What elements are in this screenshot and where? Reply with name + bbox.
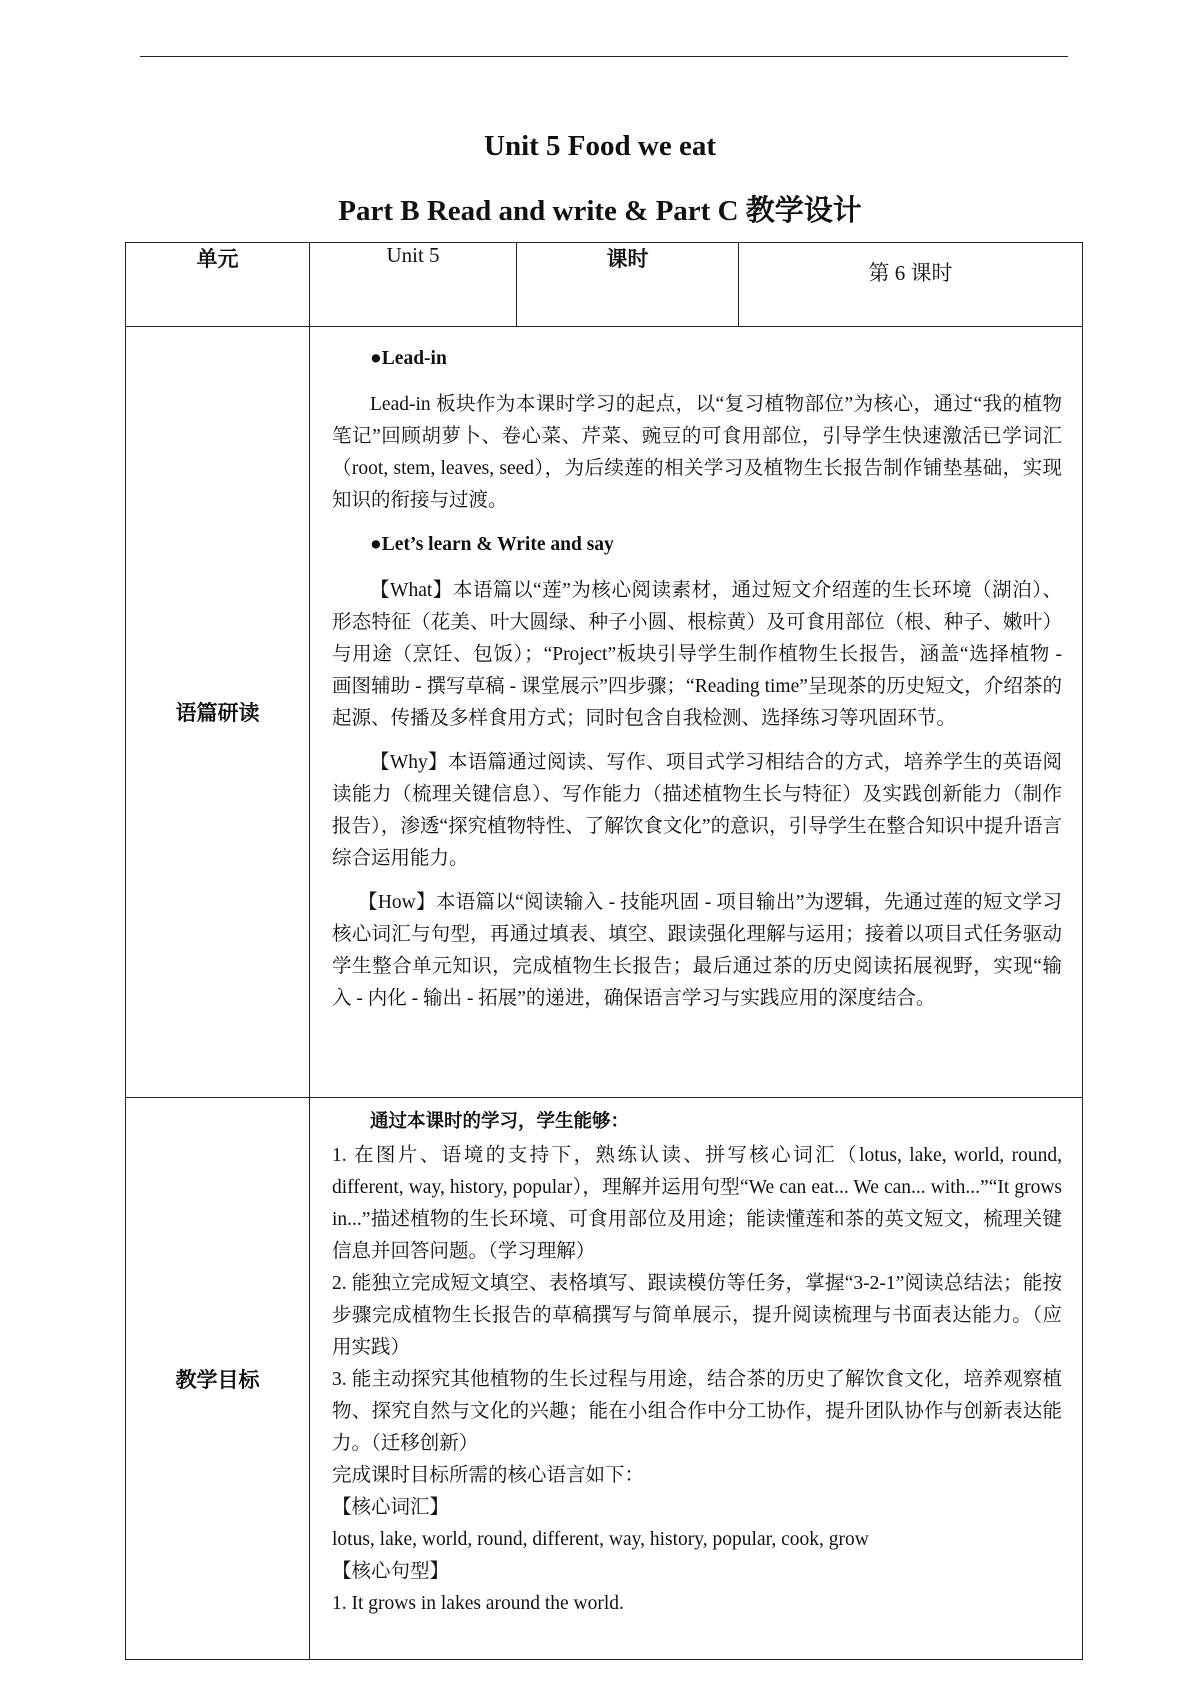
- lesson-plan-table: [125, 242, 1083, 1660]
- objective-item-2: 2. 能独立完成短文填空、表格填写、跟读模仿等任务，掌握“3-2-1”阅读总结法；能按步骤完成植物生长报告的草稿撰写与简单展示，提升阅读梳理与书面表达能力。（应用实践）: [332, 1273, 1062, 1358]
- objectives-label: 教学目标: [126, 1098, 310, 1660]
- document-subtitle: Part B Read and write & Part C 教学设计: [338, 195, 862, 227]
- vocab-list: lotus, lake, world, round, different, way, history, popular, cook, grow: [332, 1529, 869, 1550]
- unit-label: 单元: [126, 243, 310, 327]
- period-value: 第 6 课时: [739, 243, 1083, 327]
- header-row: [126, 243, 1083, 327]
- objective-item-1: 1. 在图片、语境的支持下，熟练认读、拼写核心词汇（lotus, lake, world, round, different, way, history, popular），理解并运用句型“We can eat... We can... with...”“It grows in...”描述植物的生长环境、可食用部位及用途；能读懂莲和茶的英文短文，梳理关键信息并回答问题。（学习理解）: [332, 1145, 1062, 1262]
- what-paragraph: 【What】本语篇以“莲”为核心阅读素材，通过短文介绍莲的生长环境（湖泊）、形态特征（花美、叶大圆绿、种子小圆、根棕黄）及可食用部位（根、种子、嫩叶）与用途（烹饪、包饭）；“Project”板块引导学生制作植物生长报告，涵盖“选择植物 - 画图辅助 - 撰写草稿 - 课堂展示”四步骤；“Reading time”呈现茶的历史短文，介绍茶的起源、传播及多样食用方式；同时包含自我检测、选择练习等巩固环节。: [332, 580, 1062, 729]
- analysis-label: 语篇研读: [126, 327, 310, 1098]
- analysis-content: [310, 327, 1083, 1098]
- leadin-paragraph: Lead-in 板块作为本课时学习的起点，以“复习植物部位”为核心，通过“我的植物笔记”回顾胡萝卜、卷心菜、芹菜、豌豆的可食用部位，引导学生快速激活已学词汇（root, stem, leaves, seed），为后续莲的相关学习及植物生长报告制作铺垫基础，实现知识的衔接与过渡。: [332, 394, 1062, 511]
- analysis-row: [126, 327, 1083, 1098]
- how-paragraph: 【How】本语篇以“阅读输入 - 技能巩固 - 项目输出”为逻辑，先通过莲的短文学习核心词汇与句型，再通过填表、填空、跟读强化理解与运用；接着以项目式任务驱动学生整合单元知识，完成植物生长报告；最后通过茶的历史阅读拓展视野，实现“输入 - 内化 - 输出 - 拓展”的递进，确保语言学习与实践应用的深度结合。: [332, 892, 1062, 1009]
- unit-value: Unit 5: [310, 243, 517, 327]
- learn-heading: ●Let’s learn & Write and say: [370, 534, 614, 555]
- period-label: 课时: [517, 243, 739, 327]
- objectives-intro: 通过本课时的学习，学生能够：: [370, 1111, 630, 1132]
- sentence-heading: 【核心句型】: [332, 1561, 450, 1582]
- vocab-heading: 【核心词汇】: [332, 1497, 450, 1518]
- objectives-content: [310, 1098, 1083, 1660]
- sentence-item-1: 1. It grows in lakes around the world.: [332, 1593, 624, 1614]
- language-intro: 完成课时目标所需的核心语言如下：: [332, 1465, 645, 1486]
- document-title: Unit 5 Food we eat: [484, 130, 716, 162]
- why-paragraph: 【Why】本语篇通过阅读、写作、项目式学习相结合的方式，培养学生的英语阅读能力（梳理关键信息）、写作能力（描述植物生长与特征）及实践创新能力（制作报告），渗透“探究植物特性、了解饮食文化”的意识，引导学生在整合知识中提升语言综合运用能力。: [332, 752, 1062, 869]
- objectives-row: [126, 1098, 1083, 1660]
- objective-item-3: 3. 能主动探究其他植物的生长过程与用途，结合茶的历史了解饮食文化，培养观察植物、探究自然与文化的兴趣；能在小组合作中分工协作，提升团队协作与创新表达能力。（迁移创新）: [332, 1369, 1062, 1454]
- leadin-heading: ●Lead-in: [370, 348, 447, 369]
- header-rule: [140, 56, 1068, 57]
